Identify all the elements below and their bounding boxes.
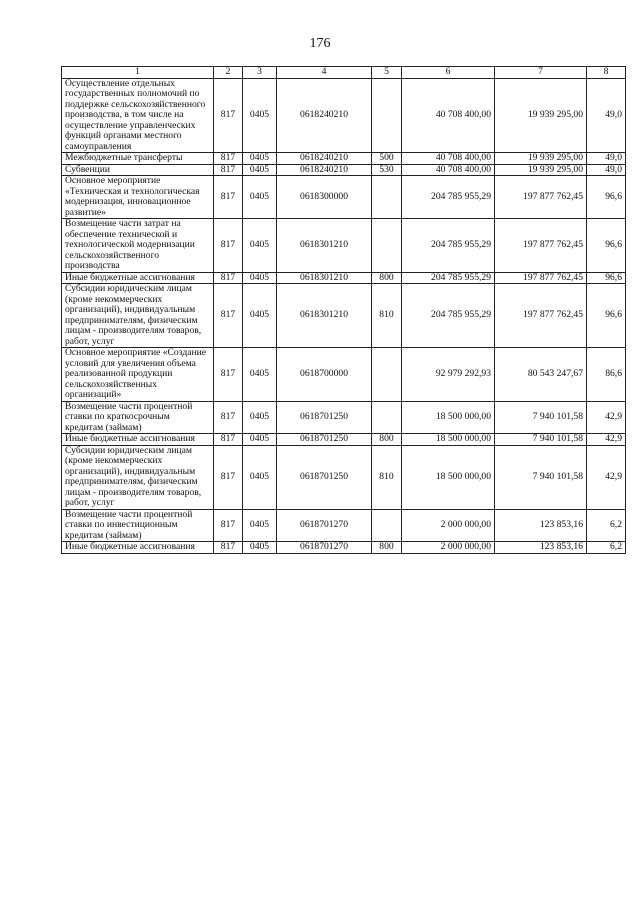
ministry-code-cell: 817 xyxy=(214,272,243,284)
row-name-cell: Иные бюджетные ассигнования xyxy=(62,272,214,284)
actual-amount-cell: 7 940 101,58 xyxy=(495,434,587,446)
target-code-cell: 0618300000 xyxy=(277,176,372,219)
target-code-cell: 0618301210 xyxy=(277,284,372,348)
section-code-cell: 0405 xyxy=(243,78,277,153)
row-name-cell: Иные бюджетные ассигнования xyxy=(62,542,214,554)
row-name-cell: Межбюджетные трансферты xyxy=(62,153,214,165)
percent-cell: 96,6 xyxy=(587,284,626,348)
row-name-cell: Возмещение части затрат на обеспечение технической и технологической модернизации сельскохозяйственного производства xyxy=(62,219,214,273)
target-code-cell: 0618701250 xyxy=(277,401,372,434)
target-code-cell: 0618240210 xyxy=(277,153,372,165)
budget-table xyxy=(61,66,626,554)
section-code-cell: 0405 xyxy=(243,176,277,219)
percent-cell: 42,9 xyxy=(587,434,626,446)
row-name-cell: Осуществление отдельных государственных полномочий по поддержке сельскохозяйственного производства, в том числе на осуществление управленческих функций органами местного самоуправления xyxy=(62,78,214,153)
percent-cell: 96,6 xyxy=(587,272,626,284)
actual-amount-cell: 19 939 295,00 xyxy=(495,164,587,176)
percent-cell: 49,0 xyxy=(587,78,626,153)
expense-type-cell xyxy=(372,348,402,402)
plan-amount-cell: 18 500 000,00 xyxy=(402,401,495,434)
column-header: 8 xyxy=(587,67,626,79)
plan-amount-cell: 204 785 955,29 xyxy=(402,284,495,348)
actual-amount-cell: 80 543 247,67 xyxy=(495,348,587,402)
column-header: 3 xyxy=(243,67,277,79)
table-row xyxy=(62,509,626,542)
plan-amount-cell: 204 785 955,29 xyxy=(402,219,495,273)
target-code-cell: 0618701250 xyxy=(277,445,372,509)
ministry-code-cell: 817 xyxy=(214,153,243,165)
target-code-cell: 0618701270 xyxy=(277,542,372,554)
ministry-code-cell: 817 xyxy=(214,348,243,402)
percent-cell: 6,2 xyxy=(587,509,626,542)
percent-cell: 49,0 xyxy=(587,164,626,176)
actual-amount-cell: 7 940 101,58 xyxy=(495,401,587,434)
row-name-cell: Иные бюджетные ассигнования xyxy=(62,434,214,446)
target-code-cell: 0618301210 xyxy=(277,272,372,284)
section-code-cell: 0405 xyxy=(243,401,277,434)
section-code-cell: 0405 xyxy=(243,164,277,176)
expense-type-cell: 800 xyxy=(372,434,402,446)
expense-type-cell: 800 xyxy=(372,542,402,554)
table-row xyxy=(62,434,626,446)
percent-cell: 42,9 xyxy=(587,445,626,509)
actual-amount-cell: 197 877 762,45 xyxy=(495,219,587,273)
plan-amount-cell: 2 000 000,00 xyxy=(402,542,495,554)
plan-amount-cell: 204 785 955,29 xyxy=(402,176,495,219)
target-code-cell: 0618701250 xyxy=(277,434,372,446)
column-header: 5 xyxy=(372,67,402,79)
actual-amount-cell: 197 877 762,45 xyxy=(495,284,587,348)
percent-cell: 42,9 xyxy=(587,401,626,434)
table-row xyxy=(62,153,626,165)
row-name-cell: Возмещение части процентной ставки по инвестиционным кредитам (займам) xyxy=(62,509,214,542)
percent-cell: 96,6 xyxy=(587,219,626,273)
section-code-cell: 0405 xyxy=(243,348,277,402)
column-header: 2 xyxy=(214,67,243,79)
table-row xyxy=(62,219,626,273)
table-row xyxy=(62,272,626,284)
target-code-cell: 0618240210 xyxy=(277,78,372,153)
row-name-cell: Основное мероприятие «Техническая и технологическая модернизация, инновационное развитие» xyxy=(62,176,214,219)
table-row xyxy=(62,284,626,348)
actual-amount-cell: 197 877 762,45 xyxy=(495,272,587,284)
expense-type-cell xyxy=(372,509,402,542)
table-row xyxy=(62,78,626,153)
row-name-cell: Возмещение части процентной ставки по краткосрочным кредитам (займам) xyxy=(62,401,214,434)
actual-amount-cell: 123 853,16 xyxy=(495,542,587,554)
target-code-cell: 0618701270 xyxy=(277,509,372,542)
ministry-code-cell: 817 xyxy=(214,219,243,273)
plan-amount-cell: 18 500 000,00 xyxy=(402,445,495,509)
column-header: 4 xyxy=(277,67,372,79)
expense-type-cell: 530 xyxy=(372,164,402,176)
ministry-code-cell: 817 xyxy=(214,542,243,554)
table-row xyxy=(62,445,626,509)
page-number: 176 xyxy=(309,36,331,51)
actual-amount-cell: 197 877 762,45 xyxy=(495,176,587,219)
table-row xyxy=(62,164,626,176)
plan-amount-cell: 2 000 000,00 xyxy=(402,509,495,542)
expense-type-cell: 810 xyxy=(372,284,402,348)
expense-type-cell xyxy=(372,401,402,434)
row-name-cell: Субвенции xyxy=(62,164,214,176)
table-row xyxy=(62,176,626,219)
ministry-code-cell: 817 xyxy=(214,176,243,219)
section-code-cell: 0405 xyxy=(243,272,277,284)
ministry-code-cell: 817 xyxy=(214,164,243,176)
section-code-cell: 0405 xyxy=(243,542,277,554)
plan-amount-cell: 40 708 400,00 xyxy=(402,164,495,176)
row-name-cell: Субсидии юридическим лицам (кроме некоммерческих организаций), индивидуальным предпринимателям, физическим лицам - производителям товаров, работ, услуг xyxy=(62,445,214,509)
ministry-code-cell: 817 xyxy=(214,434,243,446)
section-code-cell: 0405 xyxy=(243,153,277,165)
ministry-code-cell: 817 xyxy=(214,445,243,509)
actual-amount-cell: 123 853,16 xyxy=(495,509,587,542)
plan-amount-cell: 40 708 400,00 xyxy=(402,78,495,153)
section-code-cell: 0405 xyxy=(243,434,277,446)
section-code-cell: 0405 xyxy=(243,509,277,542)
ministry-code-cell: 817 xyxy=(214,284,243,348)
plan-amount-cell: 40 708 400,00 xyxy=(402,153,495,165)
expense-type-cell xyxy=(372,176,402,219)
ministry-code-cell: 817 xyxy=(214,509,243,542)
percent-cell: 96,6 xyxy=(587,176,626,219)
actual-amount-cell: 19 939 295,00 xyxy=(495,78,587,153)
percent-cell: 6,2 xyxy=(587,542,626,554)
expense-type-cell: 800 xyxy=(372,272,402,284)
percent-cell: 49,0 xyxy=(587,153,626,165)
target-code-cell: 0618240210 xyxy=(277,164,372,176)
actual-amount-cell: 19 939 295,00 xyxy=(495,153,587,165)
expense-type-cell xyxy=(372,78,402,153)
plan-amount-cell: 18 500 000,00 xyxy=(402,434,495,446)
percent-cell: 86,6 xyxy=(587,348,626,402)
plan-amount-cell: 92 979 292,93 xyxy=(402,348,495,402)
ministry-code-cell: 817 xyxy=(214,78,243,153)
row-name-cell: Субсидии юридическим лицам (кроме некоммерческих организаций), индивидуальным предпринимателям, физическим лицам - производителям товаров, работ, услуг xyxy=(62,284,214,348)
expense-type-cell: 810 xyxy=(372,445,402,509)
header-row xyxy=(62,67,626,79)
row-name-cell: Основное мероприятие «Создание условий для увеличения объема реализованной продукции сельскохозяйственных организаций» xyxy=(62,348,214,402)
column-header: 1 xyxy=(62,67,214,79)
plan-amount-cell: 204 785 955,29 xyxy=(402,272,495,284)
target-code-cell: 0618700000 xyxy=(277,348,372,402)
section-code-cell: 0405 xyxy=(243,284,277,348)
table-row xyxy=(62,542,626,554)
expense-type-cell: 500 xyxy=(372,153,402,165)
section-code-cell: 0405 xyxy=(243,219,277,273)
column-header: 6 xyxy=(402,67,495,79)
table-row xyxy=(62,348,626,402)
column-header: 7 xyxy=(495,67,587,79)
table-row xyxy=(62,401,626,434)
target-code-cell: 0618301210 xyxy=(277,219,372,273)
actual-amount-cell: 7 940 101,58 xyxy=(495,445,587,509)
ministry-code-cell: 817 xyxy=(214,401,243,434)
expense-type-cell xyxy=(372,219,402,273)
section-code-cell: 0405 xyxy=(243,445,277,509)
